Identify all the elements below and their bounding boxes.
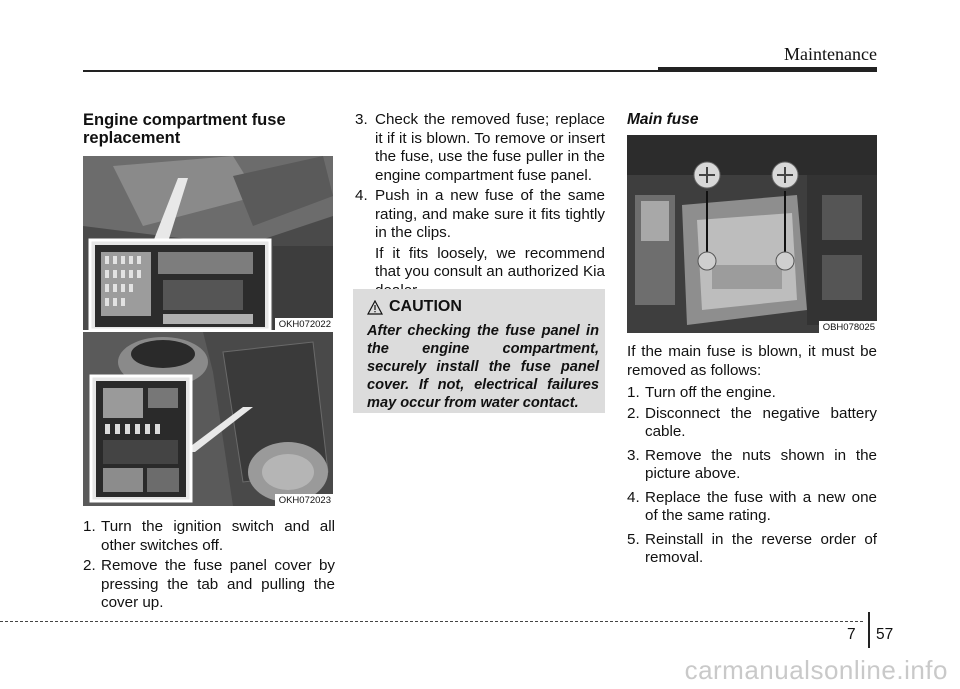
fuse-panel-photo-1: [83, 156, 333, 330]
watermark-link[interactable]: carmanualsonline.info: [684, 655, 948, 685]
step-text: Check the removed fuse; replace it if it is blown. To remove or insert the fuse, use the fuse puller in the engine compartment fuse panel.: [375, 111, 605, 184]
section-heading: Engine compartment fuse replacement: [83, 111, 286, 147]
figure-code-2: OKH072023: [275, 494, 333, 506]
engine-bay-illustration-2: [83, 332, 333, 506]
fuse-panel-photo-2: [83, 332, 333, 506]
middle-steps: [355, 111, 605, 300]
step-text: Turn off the engine.: [645, 384, 776, 401]
list-item: [627, 405, 877, 442]
figure-code-1: OKH072022: [275, 318, 333, 330]
main-fuse-intro: If the main fuse is blown, it must be removed as follows:: [627, 343, 877, 379]
list-item: [355, 187, 605, 243]
step-text: Reinstall in the reverse order of removal.: [645, 530, 877, 566]
step-number: 4.: [355, 187, 368, 204]
engine-bay-illustration-1: [83, 156, 333, 330]
footer-divider: [868, 612, 870, 648]
main-fuse-heading: Main fuse: [627, 111, 699, 128]
header-rule-accent: [658, 67, 877, 72]
step-text: Disconnect the negative battery cable.: [645, 404, 877, 440]
caution-title: CAUTION: [389, 298, 462, 315]
step-number: 5.: [627, 530, 640, 548]
page-number: 57: [876, 626, 894, 643]
figure-code-3: OBH078025: [819, 321, 877, 333]
list-item: [83, 557, 335, 613]
caution-box: [353, 289, 605, 413]
step-number: 3.: [355, 111, 368, 128]
step-number: 1.: [83, 518, 96, 535]
step-text: Remove the fuse panel cover by pressing the tab and pulling the cover up.: [101, 557, 335, 611]
list-item: [627, 531, 877, 568]
step-text: Replace the fuse with a new one of the same rating.: [645, 488, 877, 524]
caution-text: After checking the fuse panel in the engine compartment, securely install the fuse panel cover. If not, electrical failures may occur from water contact.: [367, 323, 599, 411]
step-number: 1.: [627, 384, 640, 401]
footer-rule: [0, 621, 863, 622]
list-item: [627, 384, 877, 403]
step-number: 2.: [627, 404, 640, 422]
step-text: Push in a new fuse of the same rating, and make sure it fits tightly in the clips.: [375, 187, 605, 241]
caution-header: [367, 298, 462, 316]
list-item: [83, 518, 335, 555]
main-fuse-illustration: [627, 135, 877, 333]
step-number: 3.: [627, 446, 640, 464]
warning-triangle-icon: [367, 300, 383, 315]
step-text: Remove the nuts shown in the picture above.: [645, 446, 877, 482]
step-text: Turn the ignition switch and all other switches off.: [101, 518, 335, 554]
step-note: If it fits loosely, we recommend that you consult an authorized Kia: [375, 244, 605, 280]
section-title: Maintenance: [784, 44, 877, 64]
header-rule: [83, 70, 698, 72]
left-steps: [83, 518, 335, 615]
right-text: [627, 343, 877, 570]
step-number: 2.: [83, 557, 96, 574]
list-item: [627, 447, 877, 484]
step-number: 4.: [627, 488, 640, 506]
list-item: [627, 489, 877, 526]
list-item: [355, 111, 605, 185]
main-fuse-photo: [627, 135, 877, 333]
chapter-number: 7: [847, 626, 856, 643]
